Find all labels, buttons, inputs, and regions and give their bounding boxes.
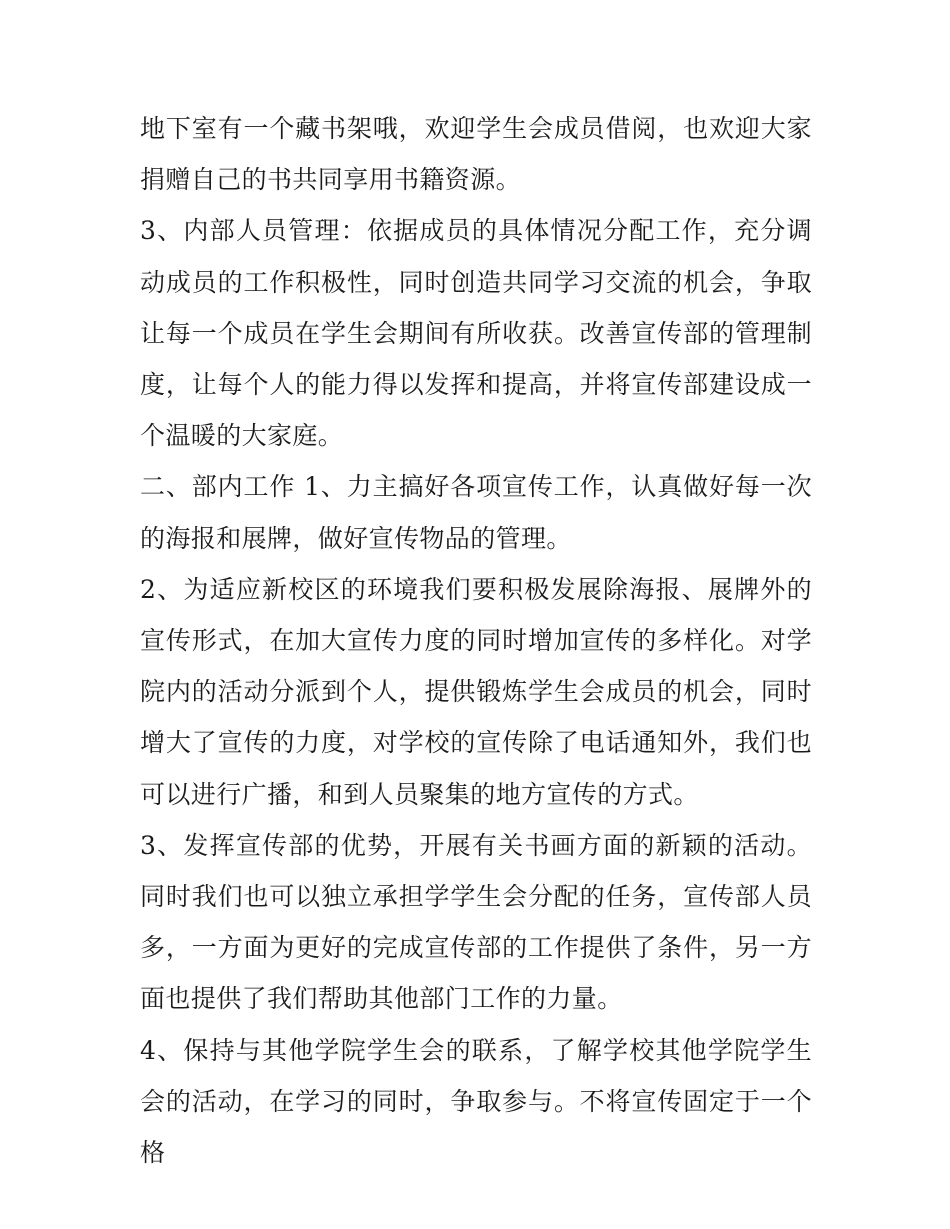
document-body: [140, 103, 812, 1178]
paragraph-new-campus-publicity: 2、为适应新校区的环境我们要积极发展除海报、展牌外的宣传形式，在加大宣传力度的同时增加宣传的多样化。对学院内的活动分派到个人，提供锻炼学生会成员的机会，同时增大了宣传的力度，对学校的宣传除了电话通知外，我们也可以进行广播，和到人员聚集的地方宣传的方式。: [140, 574, 812, 809]
paragraph-bookshelf: 地下室有一个藏书架哦，欢迎学生会成员借阅，也欢迎大家捐赠自己的书共同享用书籍资源。: [140, 114, 812, 195]
paragraph-internal-management: 3、内部人员管理：依据成员的具体情况分配工作，充分调动成员的工作积极性，同时创造共同学习交流的机会，争取让每一个成员在学生会期间有所收获。改善宣传部的管理制度，让每个人的能力得以发挥和提高，并将宣传部建设成一个温暖的大家庭。: [140, 216, 812, 451]
paragraph-department-work: 二、部内工作 1、力主搞好各项宣传工作，认真做好每一次的海报和展牌，做好宣传物品的管理。: [140, 472, 812, 553]
paragraph-calligraphy-activities: 3、发挥宣传部的优势，开展有关书画方面的新颖的活动。同时我们也可以独立承担学学生会分配的任务，宣传部人员多，一方面为更好的完成宣传部的工作提供了条件，另一方面也提供了我们帮助其他部门工作的力量。: [140, 830, 812, 1014]
paragraph-other-colleges: 4、保持与其他学院学生会的联系，了解学校其他学院学生会的活动，在学习的同时，争取参与。不将宣传固定于一个格: [140, 1035, 812, 1168]
